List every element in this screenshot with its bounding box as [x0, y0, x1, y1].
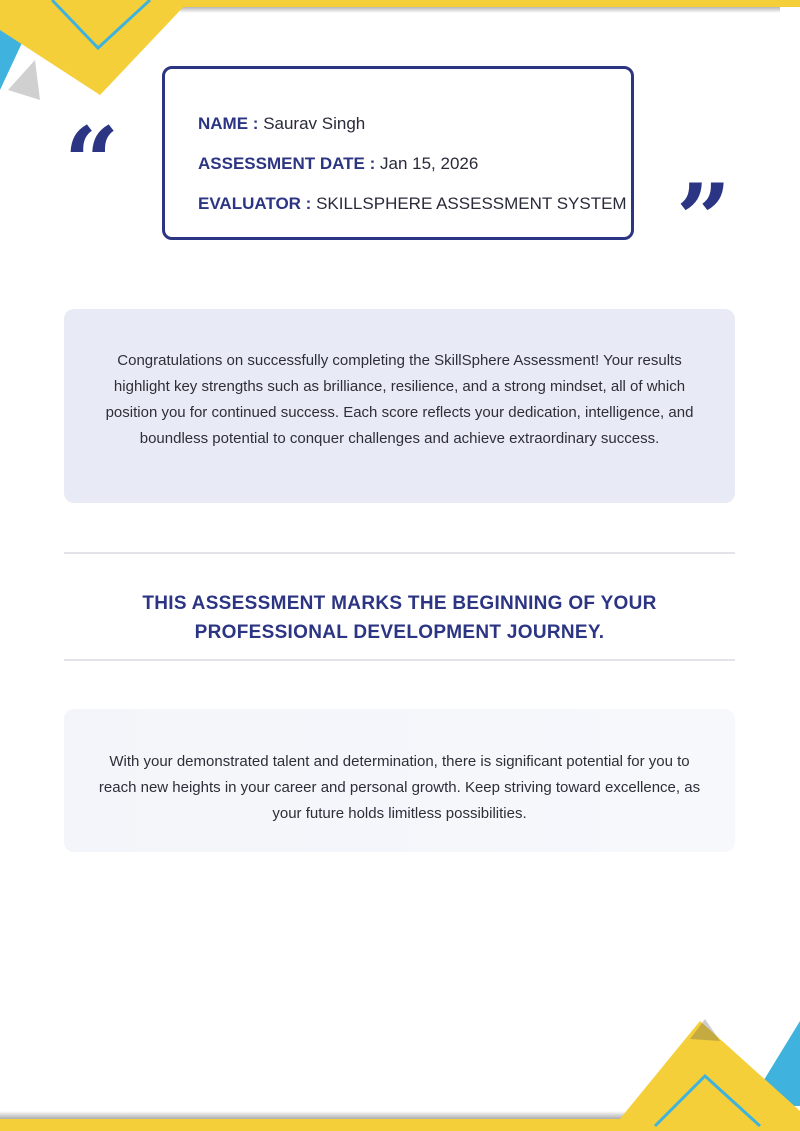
name-label: NAME : — [198, 114, 259, 133]
open-quote-icon: “ — [64, 106, 120, 219]
evaluator-row — [198, 193, 631, 233]
details-card — [162, 66, 634, 240]
date-label: ASSESSMENT DATE : — [198, 154, 376, 173]
encouragement-message: With your demonstrated talent and determination, there is significant potential for you to reach new heights in your career and personal growth. Keep striving toward excellence, as your future holds limitless possibilities. — [64, 709, 735, 852]
close-quote-icon: ” — [676, 163, 732, 276]
divider — [64, 552, 735, 554]
headline: THIS ASSESSMENT MARKS THE BEGINNING OF YOUR PROFESSIONAL DEVELOPMENT JOURNEY. — [142, 593, 657, 643]
divider — [64, 659, 735, 661]
name-row — [198, 113, 631, 153]
evaluator-value: SKILLSPHERE ASSESSMENT SYSTEM — [316, 194, 627, 213]
name-value: Saurav Singh — [263, 114, 366, 133]
congratulations-message: Congratulations on successfully completing the SkillSphere Assessment! Your results highlight key strengths such as brilliance, resilience, and a strong mindset, all of which position you for continued success. Each score reflects your dedication, intelligence, and boundless potential to conquer challenges and achieve extraordinary success. — [64, 309, 735, 503]
date-row — [198, 153, 631, 193]
date-value: Jan 15, 2026 — [380, 154, 479, 173]
bottom-corner-decoration — [0, 1011, 800, 1131]
evaluator-label: EVALUATOR : — [198, 194, 312, 213]
